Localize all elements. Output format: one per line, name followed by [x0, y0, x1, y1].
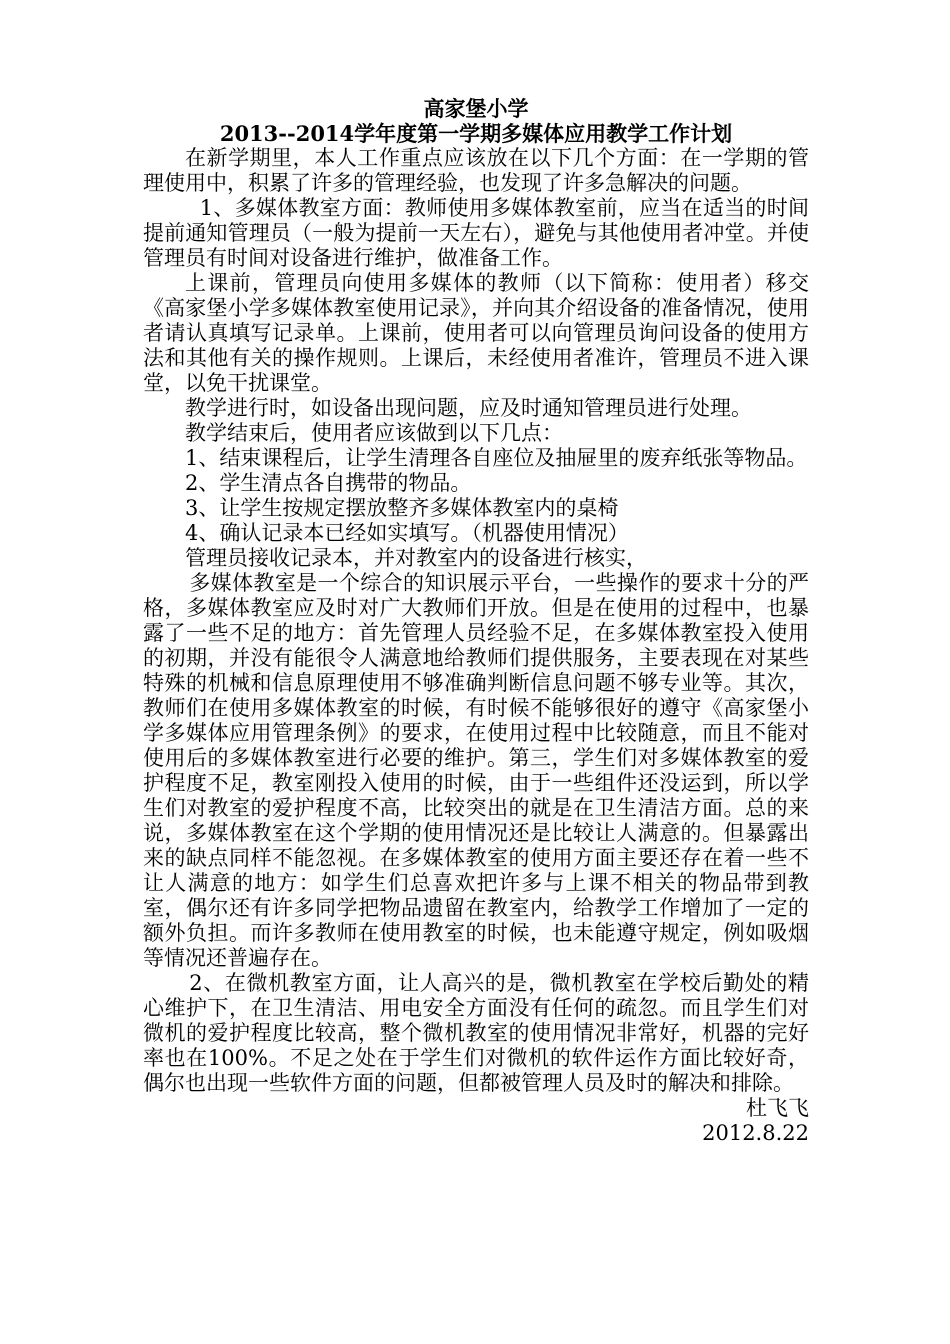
school-name: 高家堡小学 [423, 96, 529, 121]
paragraph-after-class: 教学结束后，使用者应该做到以下几点： [185, 421, 563, 445]
list-item-2: 2、学生清点各自携带的物品。 [185, 471, 472, 495]
list-item-4: 4、确认记录本已经如实填写。（机器使用情况） [185, 521, 629, 545]
list-item-1: 1、结束课程后，让学生清理各自座位及抽屉里的废弃纸张等物品。 [185, 446, 808, 470]
paragraph-multimedia-room: 1、多媒体教室方面：教师使用多媒体教室前，应当在适当的时间提前通知管理员（一般为提前一天左右），避免与其他使用者冲堂。并使管理员有时间对设备进行维护，做准备工作。 [143, 196, 809, 270]
paragraph-admin-check: 管理员接收记录本，并对教室内的设备进行核实， [185, 546, 647, 570]
paragraph-during-class: 教学进行时，如设备出现问题，应及时通知管理员进行处理。 [185, 396, 752, 420]
document-title: 2013--2014学年度第一学期多媒体应用教学工作计划 [219, 121, 733, 146]
document-page [143, 96, 809, 1146]
paragraph-summary: 多媒体教室是一个综合的知识展示平台，一些操作的要求十分的严格，多媒体教室应及时对广大教师们开放。但是在使用的过程中，也暴露了一些不足的地方：首先管理人员经验不足，在多媒体教室投入使用的初期，并没有能很令人满意地给教师们提供服务，主要表现在对某些特殊的机械和信息原理使用不够准确判断信息问题不够专业等。其次，教师们在使用多媒体教室的时候，有时候不能够很好的遵守《高家堡小学多媒体应用管理条例》的要求，在使用过程中比较随意，而且不能对使用后的多媒体教室进行必要的维护。第三，学生们对多媒体教室的爱护程度不足，教室刚投入使用的时候，由于一些组件还没运到，所以学生们对教室的爱护程度不高，比较突出的就是在卫生清洁方面。总的来说，多媒体教室在这个学期的使用情况还是比较让人满意的。但暴露出来的缺点同样不能忽视。在多媒体教室的使用方面主要还存在着一些不让人满意的地方：如学生们总喜欢把许多与上课不相关的物品带到教室，偶尔还有许多同学把物品遗留在教室内，给教学工作增加了一定的额外负担。而许多教师在使用教室的时候，也未能遵守规定，例如吸烟等情况还普遍存在。 [143, 571, 809, 970]
document-date: 2012.8.22 [702, 1121, 809, 1145]
list-item-3: 3、让学生按规定摆放整齐多媒体教室内的桌椅 [185, 496, 619, 520]
paragraph-intro: 在新学期里，本人工作重点应该放在以下几个方面：在一学期的管理使用中，积累了许多的管理经验，也发现了许多急解决的问题。 [143, 146, 809, 195]
paragraph-computer-room: 2、在微机教室方面，让人高兴的是，微机教室在学校后勤处的精心维护下，在卫生清洁、用电安全方面没有任何的疏忽。而且学生们对微机的爱护程度比较高，整个微机教室的使用情况非常好，机器的完好率也在100%。不足之处在于学生们对微机的软件运作方面比较好奇，偶尔也出现一些软件方面的问题，但都被管理人员及时的解决和排除。 [143, 971, 809, 1095]
paragraph-before-class: 上课前，管理员向使用多媒体的教师（以下简称：使用者）移交《高家堡小学多媒体教室使用记录》，并向其介绍设备的准备情况，使用者请认真填写记录单。上课前，使用者可以向管理员询问设备的使用方法和其他有关的操作规则。上课后，未经使用者准许，管理员不进入课堂，以免干扰课堂。 [143, 271, 809, 395]
author-name: 杜飞飞 [746, 1096, 809, 1120]
